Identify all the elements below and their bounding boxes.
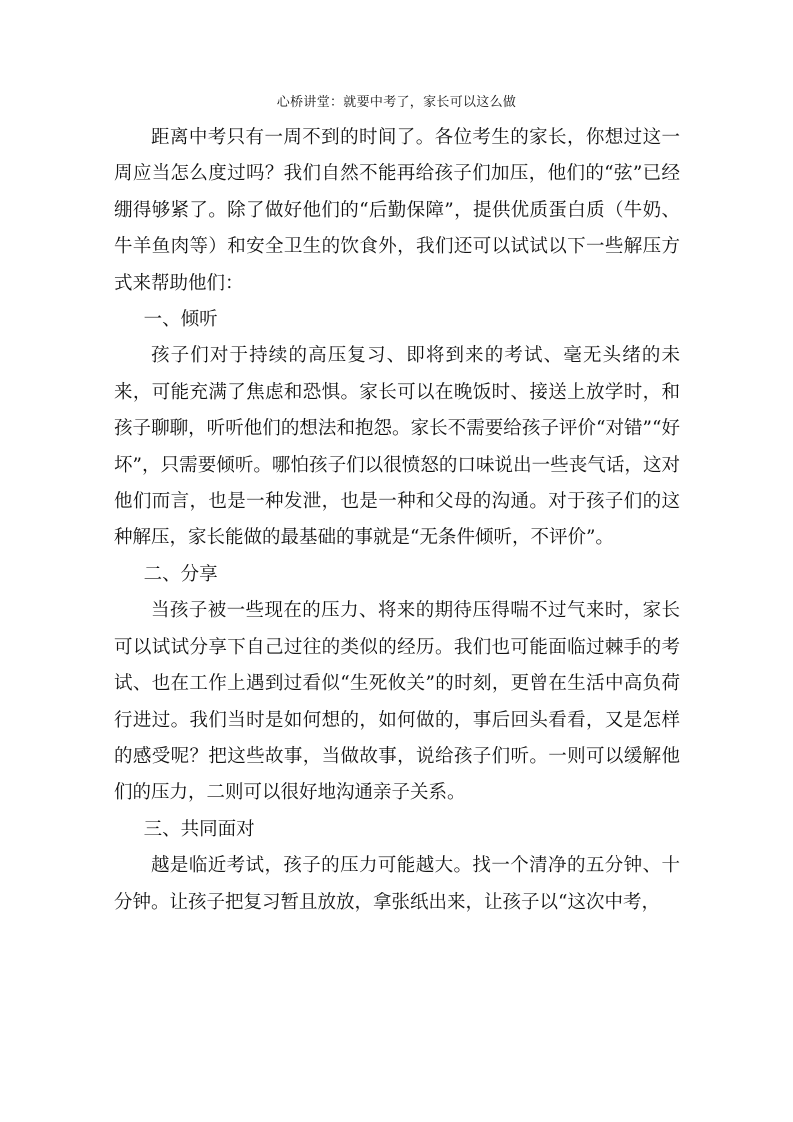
section-heading-share: 二、分享 <box>143 563 218 585</box>
face-together-paragraph: 越是临近考试，孩子的压力可能越大。找一个清净的五分钟、十分钟。让孩子把复习暂且放放，拿张纸出来，让孩子以“这次中考， <box>114 855 680 913</box>
share-paragraph: 当孩子被一些现在的压力、将来的期待压得喘不过气来时，家长可以试试分享下自己过往的类似的经历。我们也可能面临过棘手的考试、也在工作上遇到过看似“生死攸关”的时刻，更曾在生活中高负荷行进过。我们当时是如何想的，如何做的，事后回头看看，又是怎样的感受呢？把这些故事，当做故事，说给孩子们听。一则可以缓解他们的压力，二则可以很好地沟通亲子关系。 <box>114 600 680 804</box>
document-title: 心桥讲堂：就要中考了，家长可以这么做 <box>276 95 517 110</box>
section-heading-listen: 一、倾听 <box>143 309 218 331</box>
listen-paragraph: 孩子们对于持续的高压复习、即将到来的考试、毫无头绪的未来，可能充满了焦虑和恐惧。家长可以在晚饭时、接送上放学时，和孩子聊聊，听听他们的想法和抱怨。家长不需要给孩子评价“对错”“好坏”，只需要倾听。哪怕孩子们以很愤怒的口味说出一些丧气话，这对他们而言，也是一种发泄，也是一种和父母的沟通。对于孩子们的这种解压，家长能做的最基础的事就是“无条件倾听，不评价”。 <box>114 345 680 549</box>
section-heading-face-together: 三、共同面对 <box>143 818 255 840</box>
document-body <box>114 120 680 921</box>
intro-paragraph: 距离中考只有一周不到的时间了。各位考生的家长，你想过这一周应当怎么度过吗？我们自然不能再给孩子们加压，他们的“弦”已经绷得够紧了。除了做好他们的“后勤保障”，提供优质蛋白质（牛奶、牛羊鱼肉等）和安全卫生的饮食外，我们还可以试试以下一些解压方式来帮助他们： <box>114 127 680 294</box>
